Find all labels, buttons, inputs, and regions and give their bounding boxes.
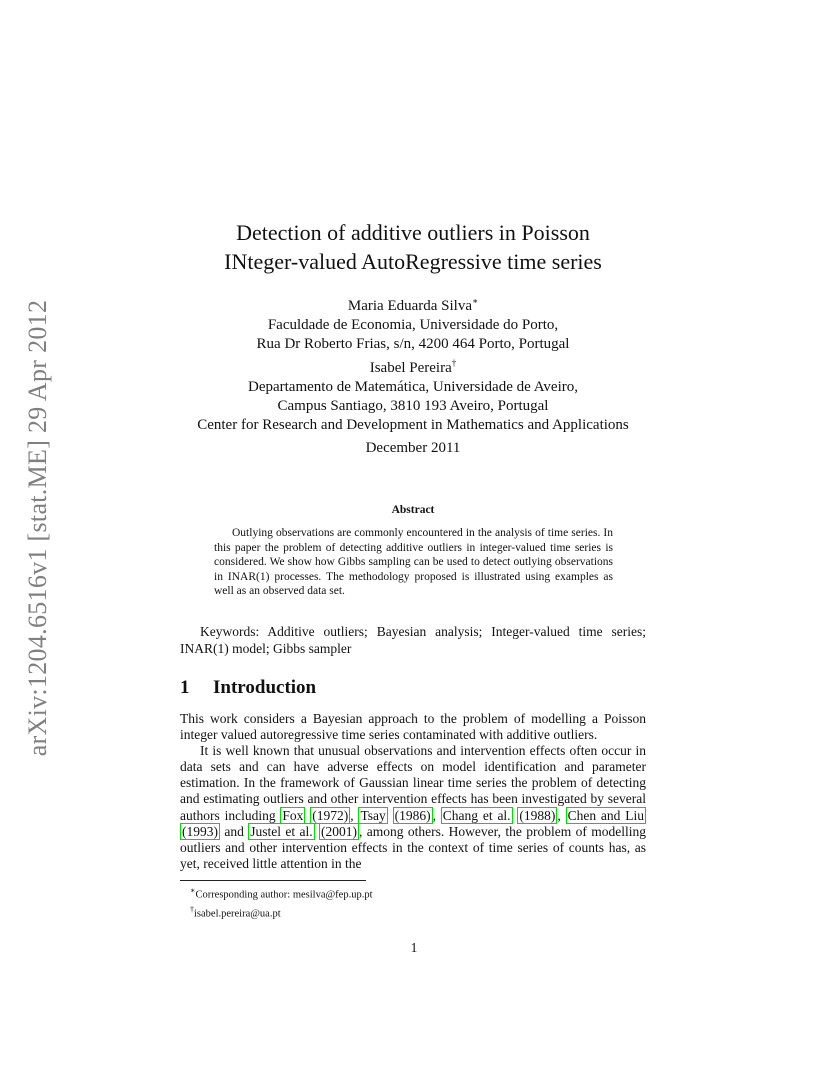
abstract-body: Outlying observations are commonly encountered in the analysis of time series. In this paper the problem of detecting additive outliers in integer-valued time series is considered. We show how Gibbs sampling can be used to detect outlying observations in INAR(1) processes. The methodology proposed is illustrated using examples as well as an observed data set. <box>214 527 613 598</box>
citation-link-chen[interactable]: Chen and Liu <box>567 807 644 823</box>
affiliation-1-line-2: Rua Dr Roberto Frias, s/n, 4200 464 Porto, Portugal <box>256 336 570 352</box>
page-number: 1 <box>410 940 418 955</box>
footnote-divider <box>180 880 366 881</box>
paragraph-1: This work considers a Bayesian approach to the problem of modelling a Poisson integer valued autoregressive time series contaminated with additive outliers. <box>180 711 646 743</box>
author-2 <box>180 354 646 378</box>
separator: , <box>432 807 441 823</box>
section-title: Introduction <box>213 677 317 698</box>
section-heading <box>180 677 316 699</box>
citation-link-chang-year[interactable]: (1988) <box>519 807 556 823</box>
author-2-name: Isabel Pereira <box>369 360 452 376</box>
separator: , <box>350 807 359 823</box>
title-line-1: Detection of additive outliers in Poisson <box>236 220 590 245</box>
affiliation-1-line-1: Faculdade de Economia, Universidade do Porto, <box>267 317 559 333</box>
section-number: 1 <box>180 677 190 698</box>
paragraph-2 <box>180 743 646 872</box>
footnotes <box>190 884 373 921</box>
citation-link-tsay-year[interactable]: (1986) <box>394 807 431 823</box>
citation-link-fox-year[interactable]: (1972) <box>312 807 349 823</box>
footnote-1-mark: ∗ <box>190 886 196 895</box>
separator: and <box>220 823 249 839</box>
author-1-mark: ∗ <box>472 296 479 306</box>
paper-title <box>180 218 646 276</box>
citation-link-chang[interactable]: Chang et al. <box>442 807 511 823</box>
keywords <box>180 623 646 657</box>
author-block <box>180 292 646 435</box>
footnote-2-mark: † <box>190 904 194 914</box>
citation-link-tsay[interactable]: Tsay <box>360 807 386 823</box>
affiliation-2-line-3: Center for Research and Development in Mathematics and Applications <box>197 417 629 433</box>
footnote-1 <box>190 884 373 903</box>
paper-date: December 2011 <box>365 440 461 456</box>
keywords-text: Keywords: Additive outliers; Bayesian analysis; Integer-valued time series; INAR(1) model; Gibbs sampler <box>180 624 646 656</box>
separator: , <box>557 807 566 823</box>
abstract-text <box>214 526 613 599</box>
citation-link-justel[interactable]: Justel et al. <box>250 823 313 839</box>
author-1-name: Maria Eduarda Silva <box>347 298 472 314</box>
citation-link-chen-year[interactable]: (1993) <box>182 823 218 839</box>
paragraph-2-end: , among others. However, the problem of modelling outliers and other intervention effects in the context of time series of counts has, as yet, received little attention in the <box>180 823 646 871</box>
paragraph-2-text: It is well known that unusual observations and intervention effects often occur in data sets and can have adverse effects on model identification and parameter estimation. In the framework of Gaussian linear time series the problem of detecting and estimating outliers and other intervention effects has been investigated by several authors including <box>180 743 646 823</box>
citation-link-justel-year[interactable]: (2001) <box>321 823 358 839</box>
citation-link-fox[interactable]: Fox <box>282 807 304 823</box>
arxiv-identifier: arXiv:1204.6516v1 [stat.ME] 29 Apr 2012 <box>23 299 52 757</box>
footnote-2-text: isabel.pereira@ua.pt <box>194 908 281 919</box>
footnote-1-text: Corresponding author: mesilva@fep.up.pt <box>195 889 373 901</box>
author-1 <box>180 292 646 316</box>
title-line-2: INteger-valued AutoRegressive time series <box>224 249 602 274</box>
abstract-heading: Abstract <box>391 504 435 516</box>
affiliation-2-line-2: Campus Santiago, 3810 193 Aveiro, Portugal <box>277 398 549 414</box>
footnote-2 <box>190 903 373 922</box>
author-2-mark: † <box>451 358 457 368</box>
section-body <box>180 711 646 872</box>
affiliation-2-line-1: Departamento de Matemática, Universidade de Aveiro, <box>247 379 578 395</box>
